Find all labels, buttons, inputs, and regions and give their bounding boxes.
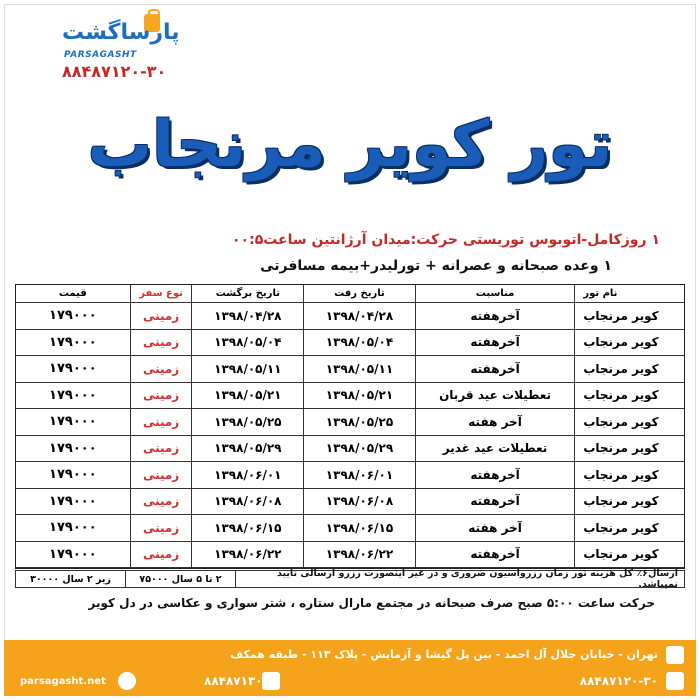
departure-date-cell: ۱۳۹۸/۰۵/۲۱	[303, 383, 415, 409]
header-occasion: مناسبت	[415, 285, 575, 302]
footer-website[interactable]: parsagasht.net	[20, 676, 106, 687]
occasion-cell: تعطیلات عید قربان	[415, 383, 575, 409]
price-cell: ۱۷۹۰۰۰	[49, 440, 97, 456]
return-date-cell: ۱۳۹۸/۰۵/۲۱	[191, 383, 303, 409]
header-departure: تاریخ رفت	[303, 285, 415, 302]
departure-date-cell: ۱۳۹۸/۰۵/۲۹	[303, 436, 415, 462]
trip-type-cell: زمینی	[130, 303, 192, 329]
tour-name-cell: کویر مرنجاب	[574, 542, 684, 568]
tour-table	[15, 284, 685, 569]
price-cell: ۱۷۹۰۰۰	[49, 414, 97, 430]
departure-date-cell: ۱۳۹۸/۰۵/۲۵	[303, 409, 415, 435]
table-row	[16, 383, 684, 410]
footer-fax[interactable]: ۸۸۴۸۷۱۳۰	[204, 674, 263, 688]
return-date-cell: ۱۳۹۸/۰۵/۱۱	[191, 356, 303, 382]
price-cell: ۱۷۹۰۰۰	[49, 467, 97, 483]
tour-name-cell: کویر مرنجاب	[574, 383, 684, 409]
departure-date-cell: ۱۳۹۸/۰۶/۰۸	[303, 489, 415, 515]
table-row	[16, 542, 684, 569]
trip-type-cell: زمینی	[130, 436, 192, 462]
trip-type-cell: زمینی	[130, 383, 192, 409]
logo-phone: ۸۸۴۸۷۱۲۰-۳۰	[62, 62, 167, 81]
trip-type-cell: زمینی	[130, 489, 192, 515]
departure-date-cell: ۱۳۹۸/۰۶/۱۵	[303, 515, 415, 541]
tour-name-cell: کویر مرنجاب	[574, 409, 684, 435]
table-row	[16, 515, 684, 542]
table-row	[16, 356, 684, 383]
occasion-cell: آخرهفته	[415, 330, 575, 356]
trip-type-cell: زمینی	[130, 330, 192, 356]
tour-details: ۱ روزکامل-اتوبوس توریستی حرکت:میدان آرژانتین ساعت۰۰:۵	[232, 232, 660, 248]
occasion-cell: آخر هفته	[415, 515, 575, 541]
price-cell: ۱۷۹۰۰۰	[49, 308, 97, 324]
price-cell: ۱۷۹۰۰۰	[49, 520, 97, 536]
departure-date-cell: ۱۳۹۸/۰۵/۰۴	[303, 330, 415, 356]
phone-icon	[666, 672, 684, 690]
return-date-cell: ۱۳۹۸/۰۶/۱۵	[191, 515, 303, 541]
return-date-cell: ۱۳۹۸/۰۶/۰۸	[191, 489, 303, 515]
tour-name-cell: کویر مرنجاب	[574, 436, 684, 462]
departure-date-cell: ۱۳۹۸/۰۶/۲۲	[303, 542, 415, 568]
occasion-cell: آخر هفته	[415, 409, 575, 435]
header-price: قیمت	[58, 288, 87, 299]
price-cell: ۱۷۹۰۰۰	[49, 546, 97, 562]
occasion-cell: آخرهفته	[415, 462, 575, 488]
payment-text: ارسال۶٪ کل هزینه تور زمان رزرواسیون ضروری و در غیر اینصورت رزرو ارسالی تایید نمیباشد.	[277, 568, 678, 590]
table-header	[16, 285, 684, 303]
footer-phone[interactable]: ۸۸۴۸۷۱۲۰-۳۰	[579, 674, 658, 688]
table-row	[16, 303, 684, 330]
return-date-cell: ۱۳۹۸/۰۶/۰۱	[191, 462, 303, 488]
header-name: نام تور	[574, 285, 684, 302]
table-row	[16, 409, 684, 436]
price-cell: ۱۷۹۰۰۰	[49, 493, 97, 509]
tour-name-cell: کویر مرنجاب	[574, 356, 684, 382]
header-return: تاریخ برگشت	[191, 285, 303, 302]
return-date-cell: ۱۳۹۸/۰۴/۲۸	[191, 303, 303, 329]
page-title: تور کویر مرنجاب	[87, 108, 613, 182]
departure-info: حرکت ساعت ۵:۰۰ صبح صرف صبحانه در مجتمع مارال ستاره ، شتر سواری و عکاسی در دل کویر	[88, 596, 655, 610]
tour-name-cell: کویر مرنجاب	[574, 330, 684, 356]
building-icon	[666, 646, 684, 664]
table-row	[16, 330, 684, 357]
header-type: نوع سفر	[130, 285, 192, 302]
fax-icon	[262, 672, 280, 690]
return-date-cell: ۱۳۹۸/۰۵/۲۵	[191, 409, 303, 435]
return-date-cell: ۱۳۹۸/۰۵/۰۴	[191, 330, 303, 356]
globe-icon	[118, 672, 136, 690]
occasion-cell: آخرهفته	[415, 542, 575, 568]
trip-type-cell: زمینی	[130, 515, 192, 541]
return-date-cell: ۱۳۹۸/۰۶/۲۲	[191, 542, 303, 568]
price-cell: ۱۷۹۰۰۰	[49, 334, 97, 350]
trip-type-cell: زمینی	[130, 409, 192, 435]
tour-name-cell: کویر مرنجاب	[574, 489, 684, 515]
footer-address: تهران - خیابان جلال آل احمد - بین پل گیشا و آزمایش - پلاک ۱۱۳ - طبقه همکف	[230, 648, 658, 661]
departure-date-cell: ۱۳۹۸/۰۴/۲۸	[303, 303, 415, 329]
departure-date-cell: ۱۳۹۸/۰۶/۰۱	[303, 462, 415, 488]
logo-word: پارساگشت	[62, 20, 180, 45]
occasion-cell: تعطیلات عید غدیر	[415, 436, 575, 462]
child-price: ۲ تا ۵ سال ۷۵۰۰۰	[126, 571, 236, 587]
tour-name-cell: کویر مرنجاب	[574, 303, 684, 329]
table-row	[16, 436, 684, 463]
trip-type-cell: زمینی	[130, 462, 192, 488]
table-row	[16, 462, 684, 489]
table-row	[16, 489, 684, 516]
price-cell: ۱۷۹۰۰۰	[49, 387, 97, 403]
infant-price: زیر ۲ سال ۳۰۰۰۰	[16, 571, 126, 587]
occasion-cell: آخرهفته	[415, 356, 575, 382]
logo-latin: PARSAGASHT	[64, 50, 137, 60]
trip-type-cell: زمینی	[130, 542, 192, 568]
return-date-cell: ۱۳۹۸/۰۵/۲۹	[191, 436, 303, 462]
departure-date-cell: ۱۳۹۸/۰۵/۱۱	[303, 356, 415, 382]
trip-type-cell: زمینی	[130, 356, 192, 382]
occasion-cell: آخرهفته	[415, 489, 575, 515]
payment-note	[15, 570, 685, 588]
footer	[4, 640, 696, 696]
occasion-cell: آخرهفته	[415, 303, 575, 329]
tour-services: ۱ وعده صبحانه و عصرانه + تورلیدر+بیمه مسافرتی	[260, 258, 612, 274]
price-cell: ۱۷۹۰۰۰	[49, 361, 97, 377]
tour-name-cell: کویر مرنجاب	[574, 515, 684, 541]
tour-name-cell: کویر مرنجاب	[574, 462, 684, 488]
